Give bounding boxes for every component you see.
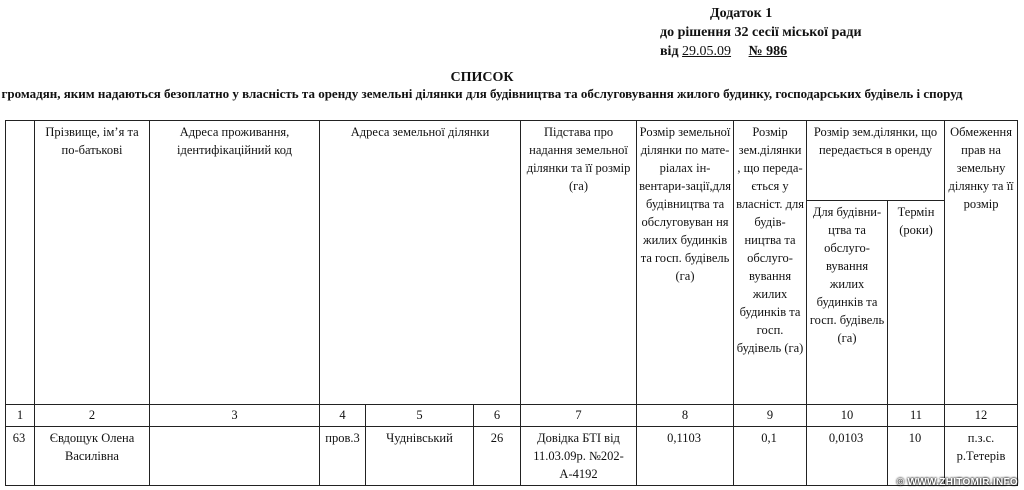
col-number: 10 bbox=[807, 405, 888, 427]
appendix-title: Додаток 1 bbox=[710, 6, 773, 21]
col-number: 11 bbox=[888, 405, 945, 427]
cell-area-ownership: 0,1 bbox=[734, 427, 807, 486]
cell-basis: Довідка БТІ від 11.03.09р. №202-А-4192 bbox=[521, 427, 637, 486]
header-area-lease: Розмір зем.ділянки, що передається в оренду bbox=[807, 121, 945, 201]
appendix-number: № 986 bbox=[748, 44, 788, 59]
cell-house: 26 bbox=[474, 427, 521, 486]
appendix-block bbox=[660, 4, 862, 61]
header-plot-address: Адреса земельної ділянки bbox=[320, 121, 521, 405]
col-number: 7 bbox=[521, 405, 637, 427]
cell-street: Чуднівський bbox=[366, 427, 474, 486]
col-number: 6 bbox=[474, 405, 521, 427]
site-watermark: © WWW.ZHITOMIR.INFO bbox=[896, 477, 1018, 488]
col-number: 5 bbox=[366, 405, 474, 427]
cell-restrictions: п.з.с. р.Тетерів bbox=[945, 427, 1018, 486]
header-no bbox=[6, 121, 35, 405]
appendix-date-prefix: від bbox=[660, 44, 679, 59]
header-row bbox=[6, 121, 1018, 201]
col-number: 12 bbox=[945, 405, 1018, 427]
header-lease-term: Термін (роки) bbox=[888, 201, 945, 405]
col-number: 8 bbox=[637, 405, 734, 427]
col-number: 3 bbox=[150, 405, 320, 427]
list-title bbox=[0, 70, 964, 102]
header-residence: Адреса проживання, ідентифікаційний код bbox=[150, 121, 320, 405]
header-basis: Підстава про надання земельної ділянки та її розмір (га) bbox=[521, 121, 637, 405]
appendix-date: 29.05.09 bbox=[682, 44, 732, 59]
header-name: Прізвище, ім’я та по-батькові bbox=[35, 121, 150, 405]
col-number: 4 bbox=[320, 405, 366, 427]
table-row bbox=[6, 427, 1018, 486]
column-number-row bbox=[6, 405, 1018, 427]
cell-residence bbox=[150, 427, 320, 486]
col-number: 9 bbox=[734, 405, 807, 427]
header-restrictions: Обмеження прав на земельну ділянку та її розмір bbox=[945, 121, 1018, 405]
header-area-inventory: Розмір земельної ділянки по мате-ріалах ін-вентари-зації,для будівництва та обслуговуван ня жилих будинків та госп. будівель (га) bbox=[637, 121, 734, 405]
cell-no: 63 bbox=[6, 427, 35, 486]
header-area-ownership: Розмір зем.ділянки , що переда-ється у власніст. для будів-ництва та обслуго-вування жилих будинків та госп. будівель (га) bbox=[734, 121, 807, 405]
cell-lane: пров.3 bbox=[320, 427, 366, 486]
header-lease-area: Для будівни-цтва та обслуго-вування жилих будинків та госп. будівель (га) bbox=[807, 201, 888, 405]
col-number: 1 bbox=[6, 405, 35, 427]
list-heading: СПИСОК bbox=[450, 70, 514, 85]
appendix-date-line bbox=[660, 42, 862, 61]
cell-area-lease: 0,0103 bbox=[807, 427, 888, 486]
cell-term: 10 bbox=[888, 427, 945, 486]
col-number: 2 bbox=[35, 405, 150, 427]
appendix-decision: до рішення 32 сесії міської ради bbox=[660, 25, 862, 40]
cell-area-inventory: 0,1103 bbox=[637, 427, 734, 486]
cell-name: Євдощук Олена Василівна bbox=[35, 427, 150, 486]
list-subtitle: громадян, яким надаються безоплатно у власність та оренду земельні ділянки для будівництва та обслуговування жилого будинку, господарських будівель і споруд bbox=[1, 86, 963, 101]
citizens-table bbox=[5, 120, 1018, 486]
